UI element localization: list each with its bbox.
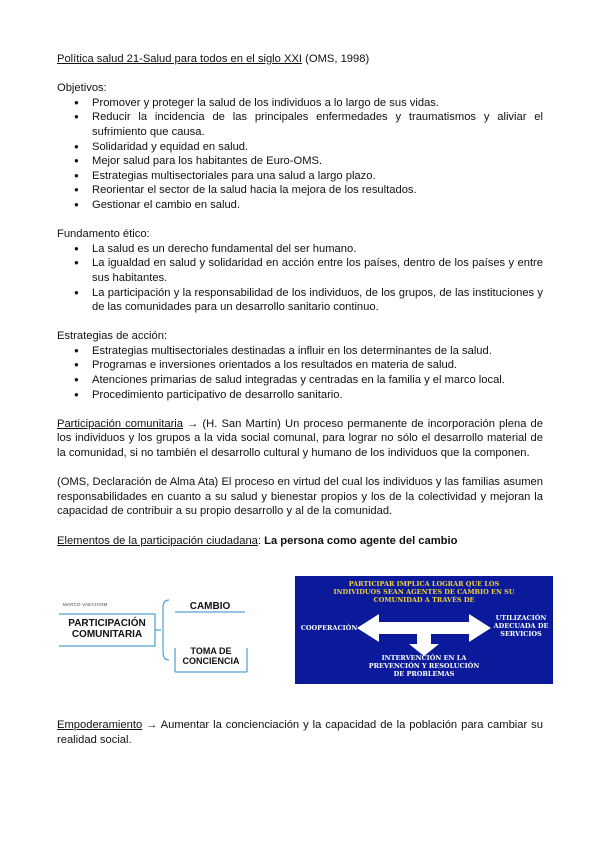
mindmap-branch-cambio: CAMBIO: [189, 601, 231, 613]
objetivos-list: [57, 96, 543, 213]
participacion-text: → (H. San Martín) Un proceso permanente de incorporación plena de los individuos y los grupos a la vida social comunal, para lograr no sólo el desarrollo material de la comunidad, si no también el desarrollo cultural y humano de los individuos que la componen.: [57, 417, 543, 460]
mindmap-branch-toma-conciencia: TOMA DE CONCIENCIA: [182, 646, 240, 667]
title-rest: (OMS, 1998): [302, 53, 370, 65]
infographic-top-text: PARTICIPAR IMPLICA LOGRAR QUE LOS INDIVIDUOS SEAN AGENTES DE CAMBIO EN SU COMUNIDAD A TRAVÉS DE: [333, 580, 515, 605]
list-item: ● Mejor salud para los habitantes de Euro-OMS.: [57, 154, 543, 169]
list-item: ● Estrategias multisectoriales destinadas a influir en los determinantes de la salud.: [57, 344, 543, 359]
mindmap-main-label: PARTICIPACIÓN COMUNITARIA: [68, 618, 146, 641]
empoderamiento-paragraph: [57, 718, 543, 747]
document-page: [57, 52, 549, 747]
document-title: [57, 52, 543, 67]
elementos-bold: La persona como agente del cambio: [264, 534, 458, 547]
list-item: ● Reorientar el sector de la salud hacia la mejora de los resultados.: [57, 183, 543, 198]
mindmap-tiny-label: MARCO VAECHIOM: [63, 602, 108, 608]
estrategias-heading: Estrategias de acción:: [57, 330, 168, 343]
title-link: Política salud 21-Salud para todos en el siglo XXI: [57, 53, 303, 65]
estrategias-list: [57, 344, 543, 402]
list-item: ● La participación y la responsabilidad de los individuos, de los grupos, de las instituciones y de las comunidades para un desarrollo sanitario continuo.: [57, 286, 543, 315]
elementos-heading: [57, 534, 543, 549]
infographic-right-text: UTILIZACIÓN ADECUADA DE SERVICIOS: [493, 614, 549, 639]
list-item: ● Programas e inversiones orientados a los resultados en materia de salud.: [57, 358, 543, 373]
infographic-bottom-text: INTERVENCIÓN EN LA PREVENCIÓN Y RESOLUCIÓN DE PROBLEMAS: [368, 654, 480, 679]
oms-paragraph: (OMS, Declaración de Alma Ata) El proceso en virtud del cual los individuos y las familias asumen responsabilidades en cuanto a su salud y bienestar propios y los de la colectividad y mejoran la capacidad de contribuir a su propio desarrollo y al de la comunidad.: [57, 476, 543, 518]
empoderamiento-term: Empoderamiento: [57, 719, 143, 732]
list-item: ● Procedimiento participativo de desarrollo sanitario.: [57, 388, 543, 403]
list-item: ● Gestionar el cambio en salud.: [57, 198, 543, 213]
objetivos-heading: Objetivos:: [57, 82, 107, 95]
list-item: ● Solidaridad y equidad en salud.: [57, 140, 543, 155]
participation-infographic: [295, 576, 553, 684]
elementos-term: Elementos de la participación ciudadana: [57, 534, 258, 547]
list-item: ● La igualdad en salud y solidaridad en acción entre los países, dentro de los países y entre sus habitantes.: [57, 256, 543, 285]
elementos-colon: :: [257, 534, 265, 547]
fundamento-list: [57, 242, 543, 315]
list-item: ● Atenciones primarias de salud integradas y centradas en la familia y el marco local.: [57, 373, 543, 388]
list-item: ● Promover y proteger la salud de los individuos a lo largo de sus vidas.: [57, 96, 543, 111]
participacion-paragraph: [57, 417, 543, 461]
list-item: ● Estrategias multisectoriales para una salud a largo plazo.: [57, 169, 543, 184]
fundamento-heading: Fundamento ético:: [57, 228, 150, 241]
participation-diagrams: [57, 560, 549, 679]
list-item: ● Reducir la incidencia de las principales enfermedades y traumatismos y aliviar el sufrimiento que causa.: [57, 110, 543, 139]
infographic-left-text: COOPERACIÓN: [300, 624, 358, 633]
participacion-term: Participación comunitaria: [57, 417, 183, 430]
empoderamiento-text: → Aumentar la concienciación y la capacidad de la población para cambiar su realidad social.: [57, 719, 543, 746]
list-item: ● La salud es un derecho fundamental del ser humano.: [57, 242, 543, 257]
participation-mindmap: [57, 588, 277, 678]
